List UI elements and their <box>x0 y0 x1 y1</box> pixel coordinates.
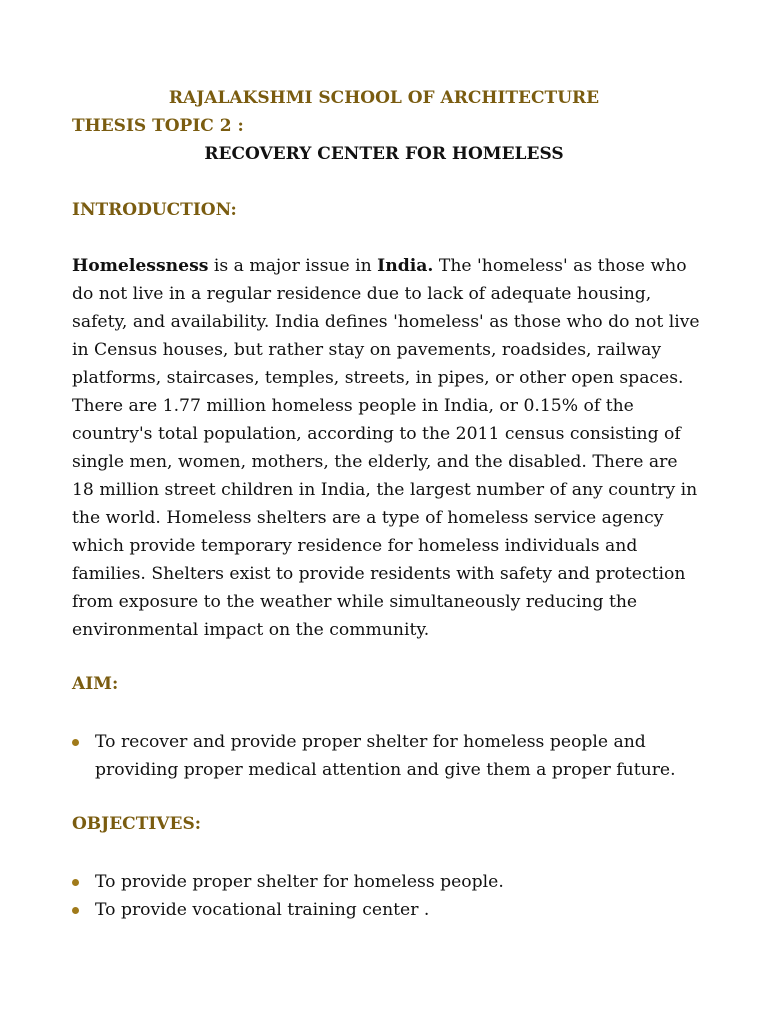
bullet-icon <box>72 879 79 886</box>
objectives-heading: OBJECTIVES: <box>72 814 202 834</box>
census-term: Census <box>94 340 158 360</box>
thesis-label: THESIS TOPIC 2 : <box>72 116 244 136</box>
bullet-icon <box>72 739 79 746</box>
list-item <box>72 896 692 924</box>
school-name: RAJALAKSHMI SCHOOL OF ARCHITECTURE <box>168 88 600 108</box>
india-term-2: India <box>274 312 320 332</box>
intro-text-1: is a major issue in <box>208 256 378 276</box>
india-term: India. <box>377 256 434 276</box>
thesis-topic-title: RECOVERY CENTER FOR HOMELESS <box>204 144 564 164</box>
intro-text-3: defines 'homeless' as those who do not live in <box>72 312 700 360</box>
objective-item-text: To provide vocational training center . <box>95 900 430 920</box>
homelessness-term: Homelessness <box>72 256 209 276</box>
list-item <box>72 728 692 784</box>
aim-heading: AIM: <box>72 674 119 694</box>
objectives-list <box>72 868 692 924</box>
introduction-heading: INTRODUCTION: <box>72 200 237 220</box>
aim-list <box>72 728 692 784</box>
list-item <box>72 868 692 896</box>
bullet-icon <box>72 907 79 914</box>
intro-text-2: The 'homeless' as those who do not live in a regular residence due to lack of adequate housing, safety, and availability. <box>72 256 687 332</box>
aim-item-text: To recover and provide proper shelter for homeless people and providing proper medical attention and give them a proper future. <box>95 732 676 780</box>
objective-item-text: To provide proper shelter for homeless people. <box>95 872 504 892</box>
intro-text-4: houses, but rather stay on pavements, roadsides, railway platforms, staircases, temples, streets, in pipes, or other open spaces. There are 1.77 million homeless people in India, or 0.15% of the country's total population, according to the 2011 census consisting of single men, women, mothers, the elderly, and the disabled. There are 18 million street children in India, the largest number of any country in the world. Homeless shelters are a type of homeless service agency which provide temporary residence for homeless individuals and families. Shelters exist to provide residents with safety and protection from exposure to the weather while simultaneously reducing the environmental impact on the community. <box>72 340 698 640</box>
introduction-paragraph <box>72 252 702 644</box>
